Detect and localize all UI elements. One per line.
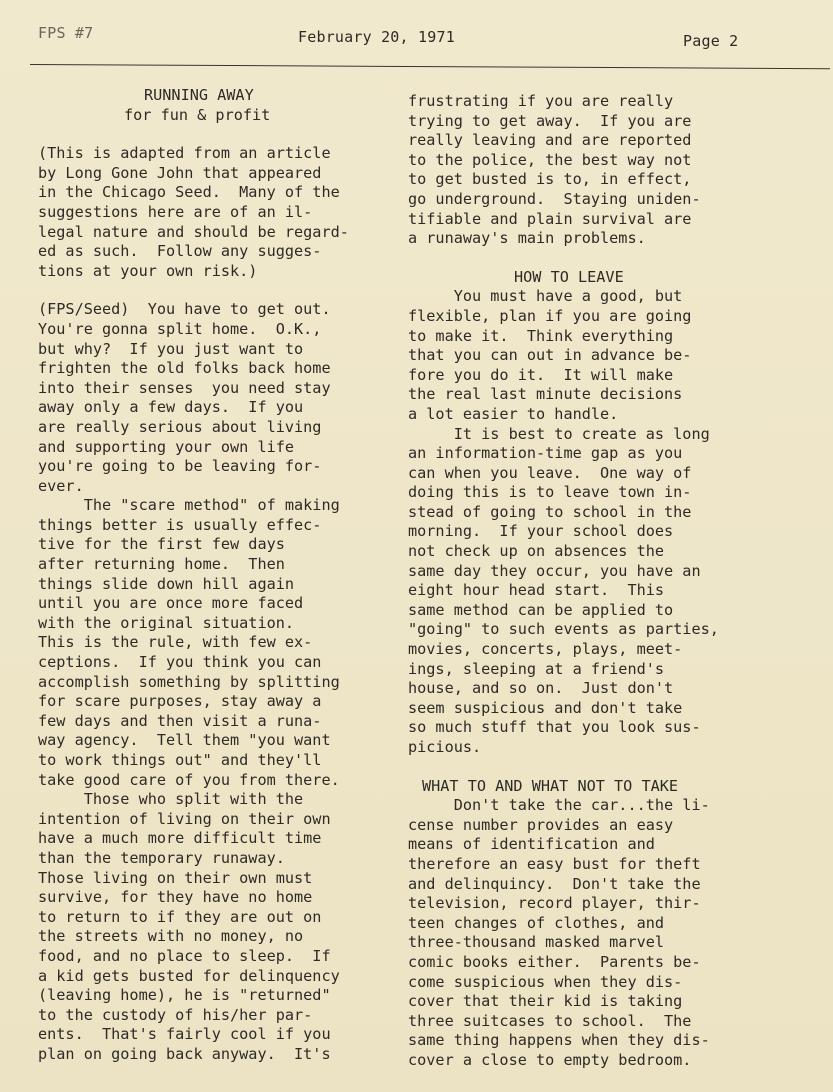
intro-line: in the Chicago Seed. Many of the <box>38 183 340 202</box>
intro-line: legal nature and should be regard- <box>38 222 349 241</box>
article-title: RUNNING AWAY <box>144 86 254 104</box>
body-line: but why? If you just want to <box>38 339 304 358</box>
body-line: ings, sleeping at a friend's <box>408 659 665 678</box>
body-line: a lot easier to handle. <box>408 404 619 423</box>
body-line: the streets with no money, no <box>38 927 304 946</box>
body-line: doing this is to leave town in- <box>408 483 692 502</box>
body-line: ents. That's fairly cool if you <box>38 1025 331 1044</box>
body-line: come suspicious when they dis- <box>408 972 683 991</box>
body-line: teen changes of clothes, and <box>408 913 665 932</box>
body-line: movies, concerts, plays, meet- <box>408 640 683 659</box>
body-line: survive, for they have no home <box>38 888 313 907</box>
body-line: go underground. Staying uniden- <box>408 189 701 208</box>
body-line: The "scare method" of making <box>38 496 340 515</box>
body-line: trying to get away. If you are <box>408 111 692 130</box>
body-line: way agency. Tell them "you want <box>38 731 331 750</box>
body-line: seem suspicious and don't take <box>408 698 683 717</box>
body-line: therefore an easy bust for theft <box>408 854 701 873</box>
body-line: into their senses you need stay <box>38 378 331 397</box>
page-number: Page 2 <box>683 32 739 50</box>
article-subtitle: for fun & profit <box>124 105 271 124</box>
section-heading-what-to-take: WHAT TO AND WHAT NOT TO TAKE <box>422 776 679 795</box>
left-column <box>38 86 393 1065</box>
body-line: things better is usually effec- <box>38 515 322 534</box>
section-what-to-take <box>408 796 828 1070</box>
body-line: things slide down hill again <box>38 574 295 593</box>
body-line: same method can be applied to <box>408 600 674 619</box>
body-line: not check up on absences the <box>408 542 665 561</box>
body-line: ceptions. If you think you can <box>38 653 322 672</box>
article-continuation <box>408 92 828 249</box>
body-line: cover a close to empty bedroom. <box>408 1050 692 1069</box>
body-line: plan on going back anyway. It's <box>38 1044 331 1063</box>
body-line: a runaway's main problems. <box>408 229 646 248</box>
body-line: you're going to be leaving for- <box>38 457 322 476</box>
body-line: picious. <box>408 738 482 756</box>
body-line: so much stuff that you look sus- <box>408 718 701 737</box>
article-intro <box>38 144 393 281</box>
body-line: television, record player, thir- <box>408 894 701 913</box>
body-line: for scare purposes, stay away a <box>38 692 322 711</box>
body-line: the real last minute decisions <box>408 385 683 404</box>
body-line: flexible, plan if you are going <box>408 306 692 325</box>
body-line: (FPS/Seed) You have to get out. <box>38 300 331 319</box>
body-line: tive for the first few days <box>38 535 285 554</box>
body-line: have a much more difficult time <box>38 829 322 848</box>
body-line: to make it. Think everything <box>408 326 674 345</box>
body-line: to work things out" and they'll <box>38 751 322 769</box>
right-column <box>408 92 828 1071</box>
intro-line: suggestions here are of an il- <box>38 202 313 221</box>
body-line: can when you leave. One way of <box>408 463 692 482</box>
body-line: stead of going to school in the <box>408 502 692 521</box>
body-line: fore you do it. It will make <box>408 365 674 384</box>
intro-line: by Long Gone John that appeared <box>38 163 322 182</box>
body-line: Those living on their own must <box>38 868 313 887</box>
body-line: to get busted is to, in effect, <box>408 170 692 189</box>
body-line: You must have a good, but <box>408 287 683 306</box>
section-how-to-leave <box>408 287 828 757</box>
section-heading-how-to-leave: HOW TO LEAVE <box>514 267 624 286</box>
body-line: an information-time gap as you <box>408 444 683 463</box>
body-line: same day they occur, you have an <box>408 561 701 580</box>
body-line: You're gonna split home. O.K., <box>38 319 322 338</box>
body-line: after returning home. Then <box>38 555 285 574</box>
intro-line: ed as such. Follow any sugges- <box>38 242 322 261</box>
body-line: frighten the old folks back home <box>38 359 331 378</box>
body-line: eight hour head start. This <box>408 581 665 600</box>
header-divider <box>30 64 830 69</box>
body-line: to return to if they are out on <box>38 907 322 926</box>
body-line: to the police, the best way not <box>408 150 692 169</box>
body-line: and delinquincy. Don't take the <box>408 874 701 893</box>
body-line: really leaving and are reported <box>408 131 692 150</box>
body-line: "going" to such events as parties, <box>408 620 719 639</box>
body-line: comic books either. Parents be- <box>408 952 701 971</box>
body-line: means of identification and <box>408 835 655 854</box>
body-line: Those who split with the <box>38 790 304 809</box>
body-line: (leaving home), he is "returned" <box>38 986 331 1005</box>
intro-line: tions at your own risk.) <box>38 261 258 280</box>
body-line: accomplish something by splitting <box>38 672 340 691</box>
body-line: that you can out in advance be- <box>408 346 692 365</box>
body-line: frustrating if you are really <box>408 92 674 110</box>
body-line: a kid gets busted for delinquency <box>38 966 340 985</box>
body-line: cense number provides an easy <box>408 815 674 834</box>
issue-date: February 20, 1971 <box>298 28 455 46</box>
body-line: tifiable and plain survival are <box>408 209 692 228</box>
intro-line: (This is adapted from an article <box>38 144 331 163</box>
body-line: food, and no place to sleep. If <box>38 946 331 965</box>
body-line: than the temporary runaway. <box>38 848 285 867</box>
body-line: with the original situation. <box>38 613 295 632</box>
body-line: and supporting your own life <box>38 437 295 456</box>
article-body-left <box>38 300 393 1064</box>
body-line: This is the rule, with few ex- <box>38 633 313 652</box>
body-line: take good care of you from there. <box>38 770 340 789</box>
body-line: cover that their kid is taking <box>408 992 683 1011</box>
issue-label: FPS #7 <box>38 24 94 42</box>
body-line: few days and then visit a runa- <box>38 711 322 730</box>
body-line: same thing happens when they dis- <box>408 1031 710 1050</box>
body-line: away only a few days. If you <box>38 398 304 417</box>
body-line: three suitcases to school. The <box>408 1011 692 1030</box>
body-line: are really serious about living <box>38 417 322 436</box>
body-line: morning. If your school does <box>408 522 674 541</box>
body-line: intention of living on their own <box>38 809 331 828</box>
body-line: ever. <box>38 476 84 495</box>
body-line: house, and so on. Just don't <box>408 679 674 698</box>
body-line: until you are once more faced <box>38 594 304 613</box>
body-line: three-thousand masked marvel <box>408 933 665 952</box>
body-line: to the custody of his/her par- <box>38 1005 313 1024</box>
body-line: It is best to create as long <box>408 424 710 443</box>
body-line: Don't take the car...the li- <box>408 796 710 815</box>
